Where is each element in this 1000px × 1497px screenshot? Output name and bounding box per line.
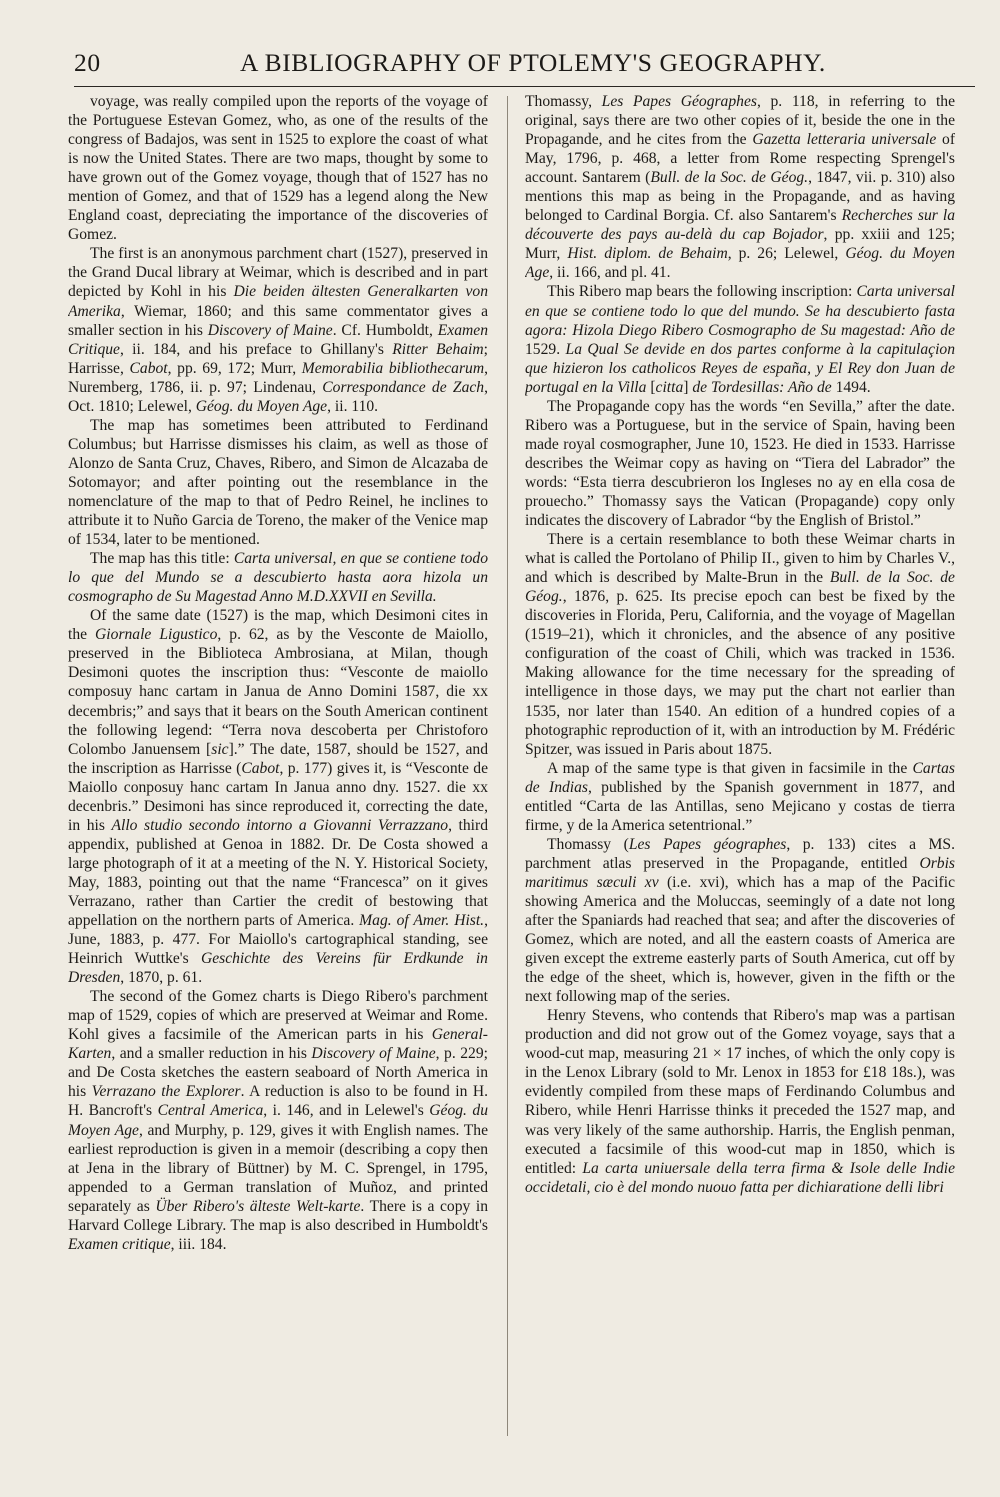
text-run: , p. 62, as by the Vesconte de Maiollo, preserved in the Biblioteca Ambrosiana, at Milan, though Desimoni quotes the inscription thus: “Vesconte de maiollo composuy hanc cartam in Janua de Anno Domini 1587, die xx decembris;” and says that it bears on the South American continent the following legend: “Terra nova descoberta per Christoforo Colombo Januensem [ [68,626,488,758]
text-run: . A reduction is also to be found in H. H. Bancroft's [68,1083,488,1120]
italic-text: Geschichte des Vereins für Erdkunde in Dresden [68,950,488,987]
page-header [74,46,975,87]
italic-text: Les Papes géographes [628,835,787,853]
text-run: , ii. 110. [327,397,379,415]
italic-text: Recherches sur la découverte des pays au-delà du cap Bojador [525,207,955,244]
text-run: , ii. 166, and pl. 41. [549,264,671,282]
italic-text: La carta uniuersale della terra firma & Isole delle Indie occidetali, cio è del mondo nuouo fatta per dichiaratione delli libri [525,1159,955,1196]
italic-text: Verrazano the Explorer [91,1083,241,1101]
italic-text: Les Papes Géographes [601,93,757,110]
italic-text: General-Karten [68,1026,488,1063]
text-run: , third appendix, published at Genoa in 1882. Dr. De Costa showed a large photograph of it at a meeting of the N. Y. Historical Society, May, 1883, pointing out that the name “Francesca” on it gives Verrazano, rather than Cartier the credit of bestowing that appellation on the northern parts of America. [68,816,488,930]
paragraph [525,759,955,835]
text-run: 1494. [831,378,871,396]
italic-text: Examen critique [68,1235,171,1253]
text-run: Thomassy ( [547,835,629,853]
text-run: , Nuremberg, 1786, ii. p. 97; Lindenau, [68,359,488,396]
italic-text: Correspondance de Zach [322,378,485,396]
italic-text: Über Ribero's älteste Welt-karte [155,1197,361,1215]
text-run: , and a smaller reduction in his [111,1045,312,1063]
text-run: The map has sometimes been attributed to Ferdinand Columbus; but Harrisse dismisses his claim, as well as those of Alonzo de Santa Cruz, Chaves, Ribero, and Simon de Alcazaba de Sotomayor; and after pointing out the resemblance in the nomenclature of the map to that of Pedro Reinel, he inclines to attribute it to Nuño Garcia de Toreno, the maker of the Venice map of 1534, later to be mentioned. [68,416,488,549]
italic-text: Cabot [241,759,280,777]
text-run: ] [683,378,693,396]
text-run: , Wiemar, 1860; and this same commentator gives a smaller section in his [68,302,488,339]
text-run: ; Harrisse, [68,340,488,377]
text-run: [ [646,378,656,396]
text-run: , 1870, p. 61. [120,969,203,987]
italic-text: Cartas de Indias [525,759,955,796]
paragraph [525,1006,955,1196]
italic-text: sic [211,740,229,758]
running-title: A BIBLIOGRAPHY OF PTOLEMY'S GEOGRAPHY. [240,48,826,77]
text-run: The first is an anonymous parchment chart (1527), preserved in the Grand Ducal library at Weimar, which is described and in part depicted by Kohl in his [68,245,488,301]
text-run: Henry Stevens, who contends that Ribero's map was a partisan production and did not grow out of the Gomez voyage, says that a wood-cut map, measuring 21 × 17 inches, of which the only copy is in the Lenox Library (sold to Mr. Lenox in 1853 for £18 18s.), was evidently compiled from these maps of Ferdinando Columbus and Ribero, while Henri Harrisse thinks it preceded the 1527 map, and was very likely of the same authorship. Harris, the English penman, executed a facsimile of this wood-cut map in 1850, which is entitled: [525,1007,955,1177]
text-run: , June, 1883, p. 477. For Maiollo's cartographical standing, see Heinrich Wuttke's [68,912,488,968]
italic-text: Giornale Ligustico [95,626,218,644]
italic-text: Central America [157,1102,264,1120]
italic-text: Die beiden ältesten Generalkarten von Amerika [68,283,488,320]
text-run: , pp. xxiii and 125; Murr, [525,226,955,263]
italic-text: Examen Critique [68,321,488,358]
paragraph [525,835,955,1006]
italic-text: Memorabilia bibliothecarum [301,359,485,377]
text-run: , p. 133) cites a MS. parchment atlas preserved in the Propagande, entitled [525,835,955,872]
paragraph [68,416,488,549]
left-text-column [68,92,488,1472]
text-run: There is a certain resemblance to both these Weimar charts in what is called the Portolano of Philip II., given to him by Charles V., and which is described by Malte-Brun in the [525,531,955,587]
right-text-column [525,92,955,1472]
text-run: , p. 177) gives it, is “Vesconte de Maiollo conposuy hanc cartam In Janua anno dny. 1527. die xx decenbris.” Desimoni has since reproduced it, correcting the date, in his [68,759,488,834]
text-run: . Cf. Humboldt, [332,321,438,339]
text-run: Thomassy, [525,93,602,110]
text-run: , 1876, p. 625. Its precise epoch can best be fixed by the discoveries in Florida, Peru, California, and the voyage of Magellan (1519–21), which it chronicles, and the absence of any positive configuration of the coast of Chili, which was tracked in 1536. Making allowance for the time necessary for the spreading of intelligence in those days, we may put the chart not earlier than 1535, nor later than 1540. An edition of a hundred copies of a photographic reproduction of it, with an introduction by M. Frédéric Spitzer, was issued in Paris about 1875. [525,588,955,758]
paragraph [68,92,488,244]
italic-text: Mag. of Amer. Hist. [359,912,485,930]
italic-text: Discovery of Maine [207,321,333,339]
paragraph [525,282,955,396]
italic-text: Orbis maritimus sæculi xv [525,854,955,891]
text-run: The second of the Gomez charts is Diego Ribero's parchment map of 1529, copies of which are preserved at Weimar and Rome. Kohl gives a facsimile of the American parts in his [68,988,488,1044]
text-run: , ii. 184, and his preface to Ghillany's [119,340,393,358]
paragraph [68,606,488,987]
text-run: , iii. 184. [170,1235,227,1253]
text-run: Of the same date (1527) is the map, which Desimoni cites in the [68,607,488,644]
text-run: of May, 1796, p. 468, a letter from Rome respecting Sprengel's account. Santarem ( [525,131,955,187]
italic-text: Géog. du Moyen Age [195,397,328,415]
italic-text: Géog. du Moyen Age [525,245,955,282]
paragraph [68,244,488,415]
text-run: , p. 229; and De Costa sketches the eastern seaboard of North America in his [68,1045,488,1101]
paragraph [525,92,955,282]
italic-text: Ritter Behaim [392,340,484,358]
text-run: The map has this title: [90,550,234,568]
text-run: , Oct. 1810; Lelewel, [68,378,488,415]
italic-text: Bull. de la Soc. de Géog. [525,569,955,606]
italic-text: Gazetta letteraria universale [752,131,937,149]
text-run: A map of the same type is that given in facsimile in the [547,759,913,777]
italic-text: Géog. du Moyen Age [68,1102,488,1139]
paragraph [68,549,488,606]
italic-text: La Qual Se devide en dos partes conforme à la capitulaçion que hizieron los catholicos Reyes de españa, y El Rey don Juan de portugal en la Villa [525,340,955,396]
italic-text: Cabot [129,359,168,377]
text-run: 1529. [525,340,566,358]
italic-text: Discovery of Maine [311,1045,436,1063]
page-number: 20 [74,48,101,77]
italic-text: Allo studio secondo intorno a Giovanni Verrazzano [111,816,449,834]
text-run: . There is a copy in Harvard College Library. The map is also described in Humboldt's [68,1197,488,1234]
text-run: , and Murphy, p. 129, gives it with English names. The earliest reproduction is given in a memoir (describing a copy then at Jena in the library of Büttner) by M. C. Sprengel, in 1795, appended to a German translation of Muñoz, and printed separately as [68,1121,488,1215]
text-run: , pp. 69, 172; Murr, [167,359,302,377]
italic-text: Hist. diplom. de Behaim [567,245,728,263]
text-run: voyage, was really compiled upon the reports of the voyage of the Portuguese Estevan Gomez, who, as one of the results of the congress of Badajos, was sent in 1525 to explore the coast of what is now the United States. There are two maps, thought by some to have grown out of the Gomez voyage, though that of 1527 has no mention of Gomez, and that of 1529 has a legend along the New England coast, depreciating the importance of the discoveries of Gomez. [68,93,488,244]
paragraph [525,397,955,530]
italic-text: Carta universal, en que se contiene todo lo que del Mundo se a descubierto hasta aora hizola un cosmographo de Su Magestad Anno M.D.XXVII en Sevilla. [68,550,488,606]
text-run: , i. 146, and in Lelewel's [263,1102,430,1120]
italic-text: Carta universal en que se contiene todo lo que del mundo. Se ha descubierto fasta agora: Hizola Diego Ribero Cosmographo de Su magestad: Año de [525,283,955,339]
text-run: , 1847, vii. p. 310) also mentions this map as being in the Propagande, and as having belonged to Cardinal Borgia. Cf. also Santarem's [525,169,955,225]
text-run: , published by the Spanish government in 1877, and entitled “Carta de las Antillas, seno Mejicano y costas de tierra firme, y de la America setentrional.” [525,778,955,834]
text-run: ].” The date, 1587, should be 1527, and the inscription as Harrisse ( [68,740,488,777]
paragraph [525,530,955,759]
paragraph [68,987,488,1254]
text-run: , p. 118, in referring to the original, says there are two other copies of it, beside the one in the Propagande, and he cites from the [525,93,955,149]
text-run: , p. 26; Lelewel, [727,245,846,263]
text-run: This Ribero map bears the following inscription: [547,283,857,301]
italic-text: Bull. de la Soc. de Géog. [650,169,809,187]
column-divider [507,96,508,1436]
text-run: (i.e. xvi), which has a map of the Pacific showing America and the Moluccas, seemingly of a date not long after the Spaniards had reached that sea; and after the discoveries of Gomez, which are noted, and all the eastern coasts of America are given except the extreme easterly parts of South America, cut off by the edge of the sheet, which is, however, given in the fifth or the next following map of the series. [525,873,955,1006]
italic-text: de Tordesillas: Año de [692,378,832,396]
italic-text: citta [655,378,684,396]
text-run: The Propagande copy has the words “en Sevilla,” after the date. Ribero was a Portuguese, but in the service of Spain, having been made royal cosmographer, June 10, 1523. He died in 1533. Harrisse describes the Weimar copy as having on “Tiera del Labrador” the words: “Esta tierra descubrieron los Ingleses no ay en ella cosa de prouecho.” Thomassy says the Vatican (Propagande) copy only indicates the discovery of Labrador “by the English of Bristol.” [525,397,955,530]
